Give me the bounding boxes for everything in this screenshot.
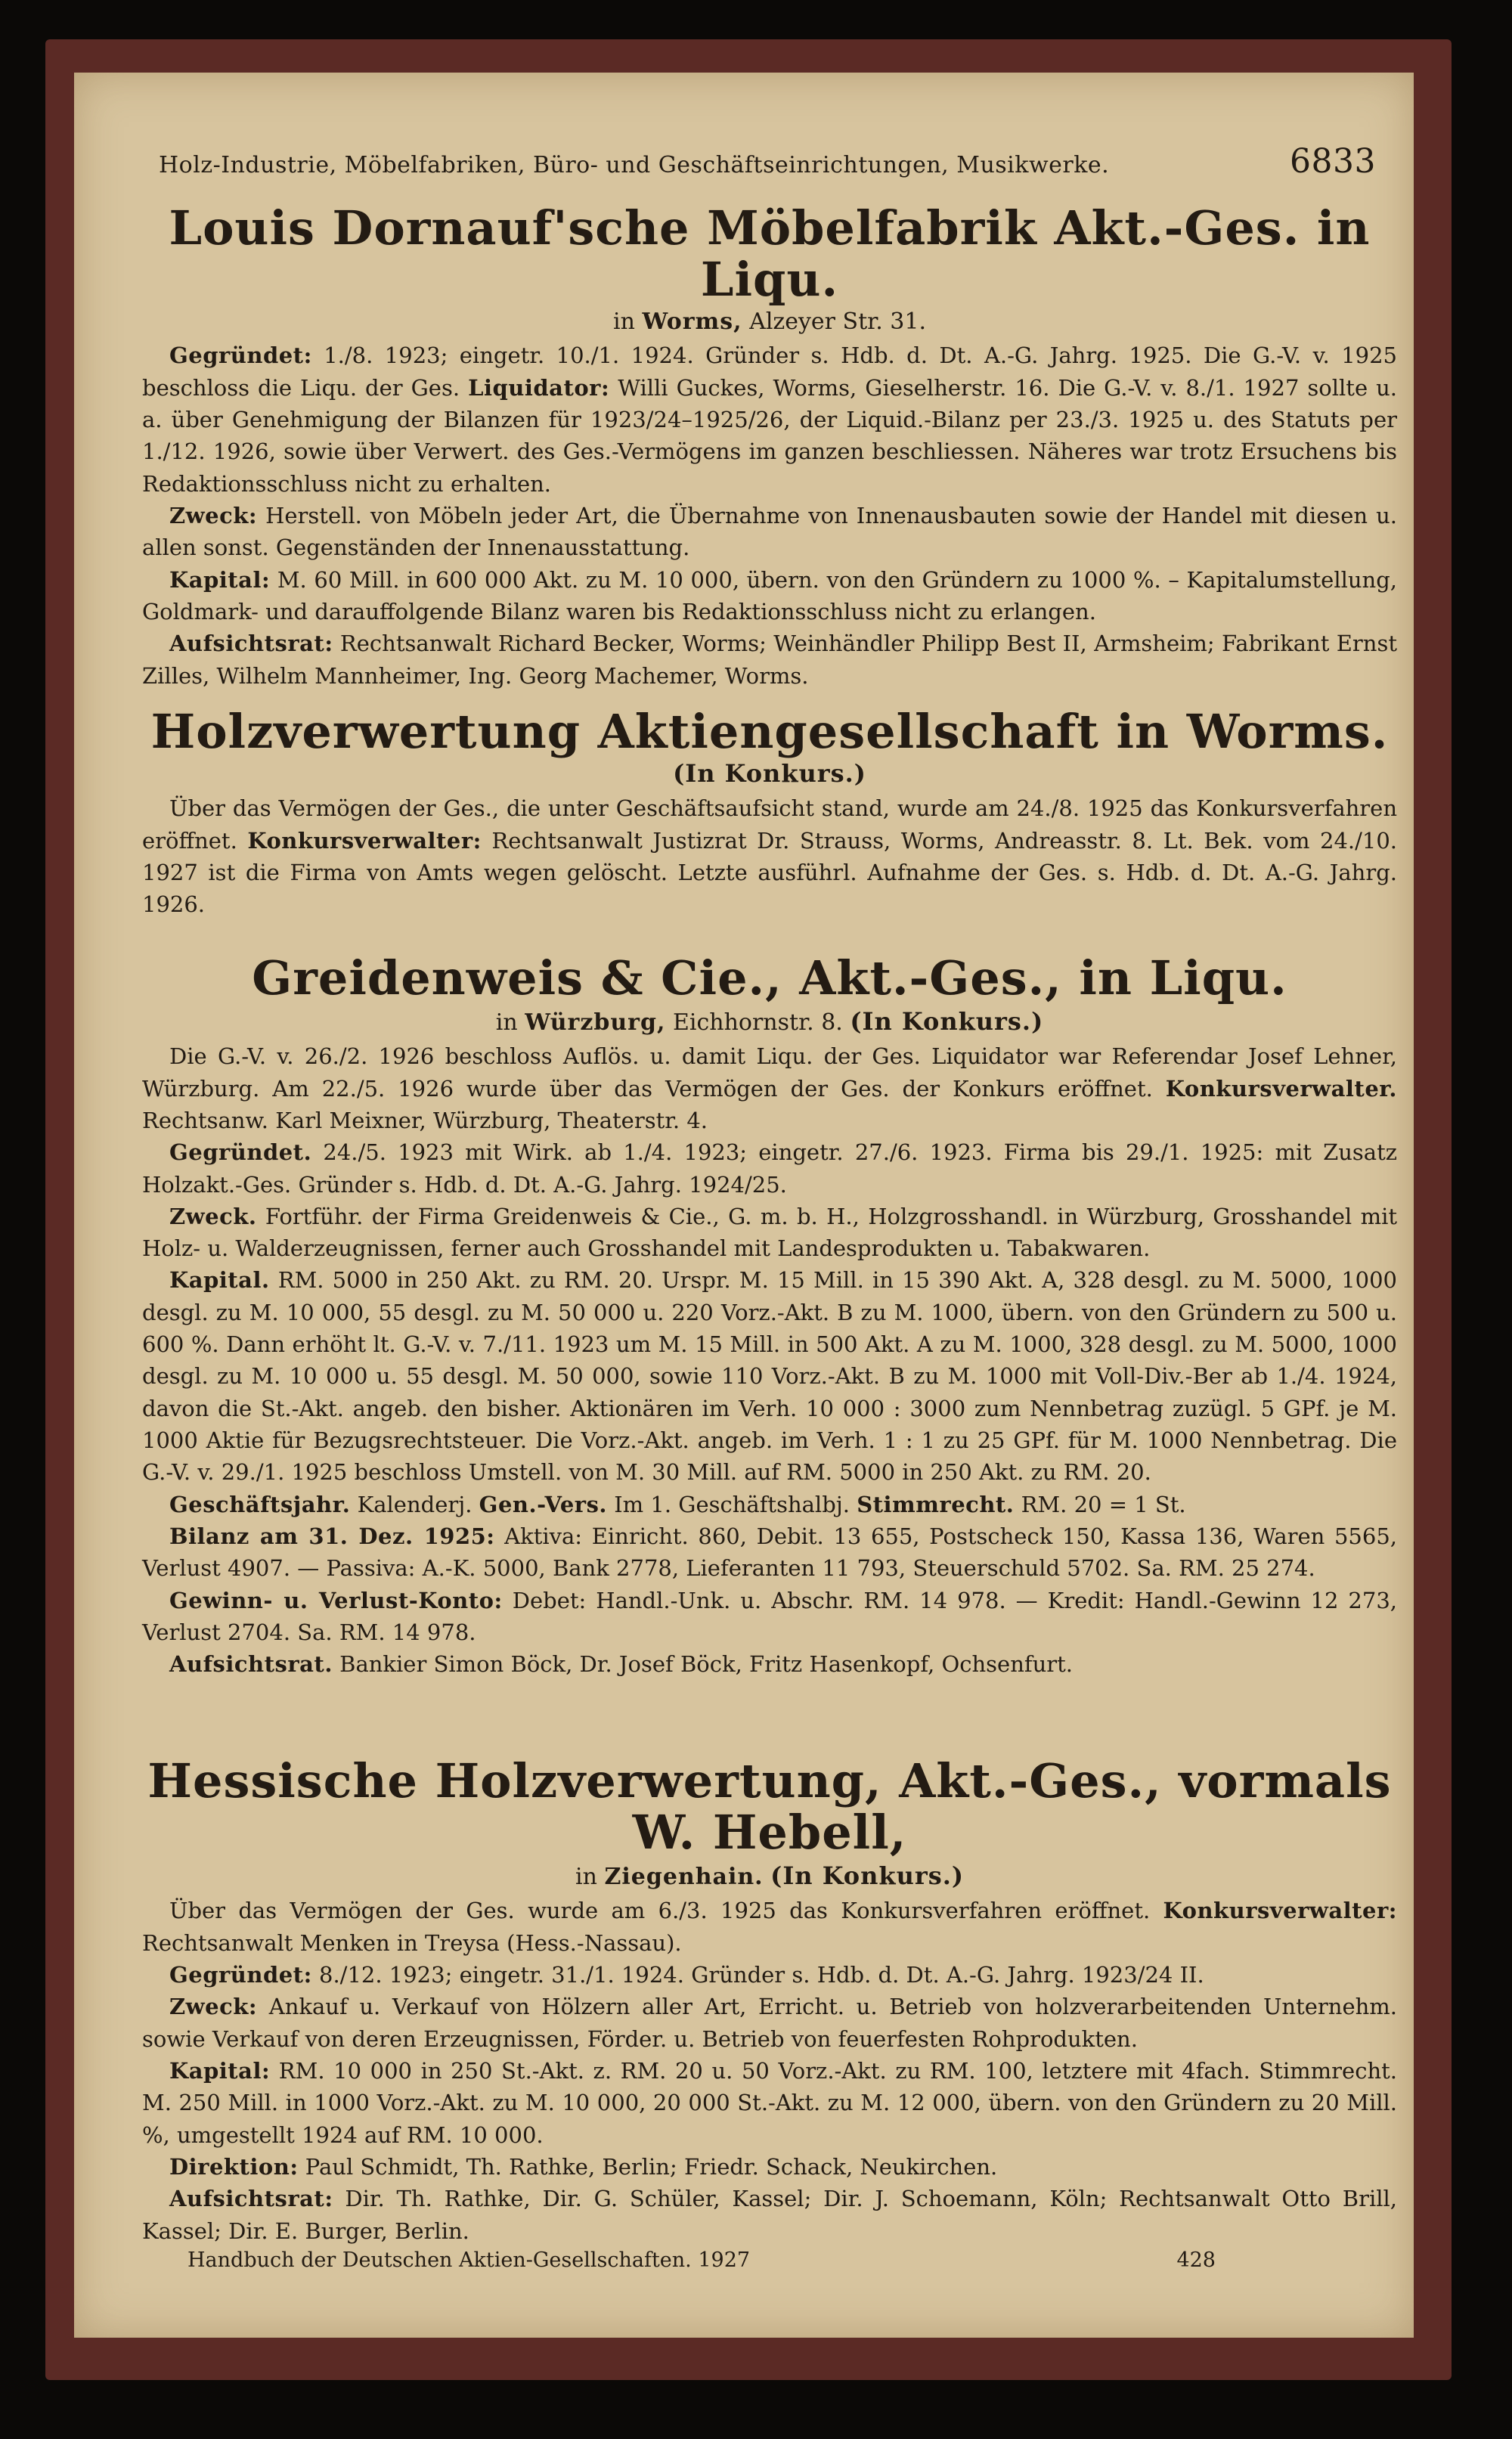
page-footer [187, 2248, 1216, 2272]
footer-sheet-number: 428 [1176, 2248, 1216, 2272]
running-header [159, 142, 1376, 181]
page-number: 6833 [1290, 142, 1376, 181]
paragraph-board: Aufsichtsrat: Dir. Th. Rathke, Dir. G. Schüler, Kassel; Dir. J. Schoemann, Köln; Rechtsanwalt Otto Brill, Kassel; Dir. E. Burger, Berlin. [142, 2186, 1397, 2244]
company-location: in Worms, Alzeyer Str. 31. [613, 308, 926, 336]
company-title: Louis Dornauf'sche Möbelfabrik Akt.-Ges. in Liqu. [169, 200, 1371, 308]
company-entry-dornauf [142, 200, 1398, 692]
paragraph-bankruptcy: Über das Vermögen der Ges. wurde am 6./3. 1925 das Konkursverfahren eröffnet. Konkursverwalter: Rechtsanwalt Menken in Treysa (Hess.-Nassau). [142, 1898, 1397, 1956]
company-city: Würzburg, [525, 1009, 666, 1037]
company-city: Worms, [642, 308, 742, 336]
footer-book-title: Handbuch der Deutschen Aktien-Gesellschaften. 1927 [187, 2248, 751, 2272]
paragraph-purpose: Zweck. Fortführ. der Firma Greidenweis & Cie., G. m. b. H., Holzgrosshandl. in Würzburg, Grosshandel mit Holz- u. Walderzeugnissen, ferner auch Grosshandel mit Landesprodukten u. Tabakwaren. [142, 1203, 1398, 1262]
book-page [74, 73, 1414, 2338]
paragraph-capital: Kapital: M. 60 Mill. in 600 000 Akt. zu M. 10 000, übern. von den Gründern zu 1000 %. – Kapitalumstellung, Goldmark- und darauffolgende Bilanz waren bis Redaktionsschluss nicht zu erlangen. [142, 566, 1398, 624]
paragraph-balance: Bilanz am 31. Dez. 1925: Aktiva: Einricht. 860, Debit. 13 655, Postscheck 150, Kassa 136, Waren 5565, Verlust 4907. — Passiva: A.-K. 5000, Bank 2778, Lieferanten 11 793, Steuerschuld 5702. Sa. RM. 25 274. [142, 1523, 1397, 1582]
paragraph-founded: Gegründet. 24./5. 1923 mit Wirk. ab 1./4. 1923; eingetr. 27./6. 1923. Firma bis 29./1. 1925: mit Zusatz Holzakt.-Ges. Gründer s. Hdb. d. Dt. A.-G. Jahrg. 1924/25. [142, 1139, 1398, 1198]
company-title: Greidenweis & Cie., Akt.-Ges., in Liqu. [252, 950, 1287, 1006]
company-city: Ziegenhain. [604, 1864, 764, 1891]
paragraph-capital: Kapital. RM. 5000 in 250 Akt. zu RM. 20. Urspr. M. 15 Mill. in 15 390 Akt. A, 328 desgl. zu M. 5000, 1000 desgl. zu M. 10 000, 55 desgl. zu M. 50 000 u. 220 Vorz.-Akt. B zu M. 1000, übern. von den Gründern zu 500 u. 600 %. Dann erhöht lt. G.-V. v. 7./11. 1923 um M. 15 Mill. in 500 Akt. A zu M. 1000, 328 desgl. zu M. 5000, 1000 desgl. zu M. 10 000 u. 55 desgl. M. 50 000, sowie 110 Vorz.-Akt. B zu M. 1000 mit Voll-Div.-Ber ab 1./4. 1924, davon die St.-Akt. angeb. den bisher. Aktionären im Verh. 10 000 : 3000 zum Nennbetrag zuzügl. 5 GPf. je M. 1000 Aktie für Bezugsrechtsteuer. Die Vorz.-Akt. angeb. im Verh. 1 : 1 zu 25 GPf. für M. 1000 Nennbetrag. Die G.-V. v. 29./1. 1925 beschloss Umstell. von M. 30 Mill. auf RM. 5000 in 250 Akt. zu RM. 20. [142, 1267, 1398, 1486]
paragraph-capital: Kapital: RM. 10 000 in 250 St.-Akt. z. RM. 20 u. 50 Vorz.-Akt. zu RM. 100, letztere mit 4fach. Stimmrecht. M. 250 Mill. in 1000 Vorz.-Akt. zu M. 10 000, 20 000 St.-Akt. zu M. 12 000, übern. von den Gründern zu 20 Mill. %, umgestellt 1924 auf RM. 10 000. [142, 2058, 1397, 2148]
company-title: Holzverwertung Aktiengesellschaft in Worms. [150, 704, 1389, 759]
company-title: Hessische Holzverwertung, Akt.-Ges., vormals W. Hebell, [147, 1753, 1392, 1861]
company-entry-hessische-holzverwertung [142, 1753, 1398, 2247]
paragraph-profit-loss: Gewinn- u. Verlust-Konto: Debet: Handl.-Unk. u. Abschr. RM. 14 978. — Kredit: Handl.-Gewinn 12 273, Verlust 2704. Sa. RM. 14 978. [142, 1587, 1397, 1646]
running-title: Holz-Industrie, Möbelfabriken, Büro- und Geschäftseinrichtungen, Musikwerke. [159, 152, 1110, 178]
company-status: (In Konkurs.) [770, 1861, 964, 1891]
company-status: (In Konkurs.) [673, 759, 866, 789]
company-status: (In Konkurs.) [850, 1007, 1044, 1037]
paragraph-founded: Gegründet: 8./12. 1923; eingetr. 31./1. 1924. Gründer s. Hdb. d. Dt. A.-G. Jahrg. 1923/24 II. [169, 1962, 1204, 1988]
paragraph-founded: Gegründet: 1./8. 1923; eingetr. 10./1. 1924. Gründer s. Hdb. d. Dt. A.-G. Jahrg. 1925. Die G.-V. v. 1925 beschloss die Liqu. der Ges. Liquidator: Willi Guckes, Worms, Gieselherstr. 16. Die G.-V. v. 8./1. 1927 sollte u. a. über Genehmigung der Bilanzen für 1923/24–1925/26, der Liquid.-Bilanz per 23./3. 1925 u. des Statuts per 1./12. 1926, sowie über Verwert. des Ges.-Vermögens im ganzen beschliessen. Näheres war trotz Ersuchens bis Redaktionsschluss nicht zu erhalten. [142, 342, 1398, 497]
paragraph-board: Aufsichtsrat: Rechtsanwalt Richard Becker, Worms; Weinhändler Philipp Best II, Armsheim; Fabrikant Ernst Zilles, Wilhelm Mannheimer, Ing. Georg Machemer, Worms. [142, 631, 1398, 689]
company-location: in Würzburg, Eichhornstr. 8. (In Konkurs.) [495, 1007, 1044, 1037]
company-address: Alzeyer Str. 31. [749, 308, 926, 336]
company-entry-holzverwertung-worms [142, 706, 1397, 921]
paragraph-fiscal-year: Geschäftsjahr. Kalenderj. Gen.-Vers. Im 1. Geschäftshalbj. Stimmrecht. RM. 20 = 1 St. [169, 1491, 1186, 1517]
company-address: Eichhornstr. 8. [672, 1009, 843, 1037]
company-entry-greidenweis [142, 950, 1398, 1681]
company-location: in Ziegenhain. (In Konkurs.) [575, 1861, 964, 1891]
paragraph-direction: Direktion: Paul Schmidt, Th. Rathke, Berlin; Friedr. Schack, Neukirchen. [169, 2154, 998, 2180]
paragraph-purpose: Zweck: Ankauf u. Verkauf von Hölzern aller Art, Erricht. u. Betrieb von holzverarbeitenden Unternehm. sowie Verkauf von deren Erzeugnissen, Förder. u. Betrieb von feuerfesten Rohprodukten. [142, 1994, 1398, 2052]
paragraph-purpose: Zweck: Herstell. von Möbeln jeder Art, die Übernahme von Innenausbauten sowie der Handel mit diesen u. allen sonst. Gegenständen der Innenausstattung. [142, 503, 1398, 561]
paragraph-bankruptcy: Über das Vermögen der Ges., die unter Geschäftsaufsicht stand, wurde am 24./8. 1925 das Konkursverfahren eröffnet. Konkursverwalter: Rechtsanwalt Justizrat Dr. Strauss, Worms, Andreasstr. 8. Lt. Bek. vom 24./10. 1927 ist die Firma von Amts wegen gelöscht. Letzte ausführl. Aufnahme der Ges. s. Hdb. d. Dt. A.-G. Jahrg. 1926. [142, 795, 1398, 918]
paragraph-liquidation: Die G.-V. v. 26./2. 1926 beschloss Auflös. u. damit Liqu. der Ges. Liquidator war Referendar Josef Lehner, Würzburg. Am 22./5. 1926 wurde über das Vermögen der Ges. der Konkurs eröffnet. Konkursverwalter. Rechtsanw. Karl Meixner, Würzburg, Theaterstr. 4. [142, 1043, 1397, 1133]
paragraph-board: Aufsichtsrat. Bankier Simon Böck, Dr. Josef Böck, Fritz Hasenkopf, Ochsenfurt. [169, 1651, 1074, 1678]
